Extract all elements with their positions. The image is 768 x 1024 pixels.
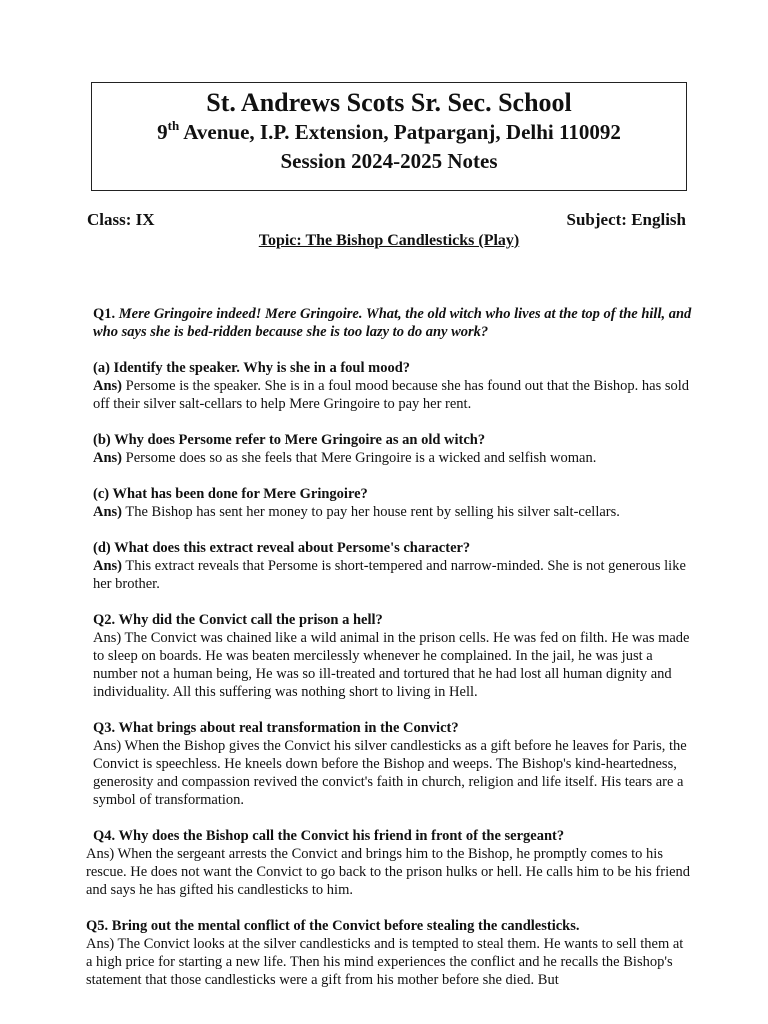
q1d-answer bbox=[93, 557, 693, 593]
class-label: Class: IX bbox=[87, 210, 155, 229]
q3-answer: Ans) When the Bishop gives the Convict his silver candlesticks as a gift before he leaves for Paris, the Convict is speechless. He kneels down before the Bishop and weeps. The Bishop's kind-heartedness, generosity and compassion revived the convict's faith in church, religion and life itself. His tears are a symbol of transformation. bbox=[93, 738, 687, 808]
q2-question: Q2. Why did the Convict call the prison a hell? bbox=[93, 612, 383, 628]
q1a-answer bbox=[93, 377, 693, 413]
topic-heading: Topic: The Bishop Candlesticks (Play) bbox=[258, 232, 520, 249]
q1d-ans-label: Ans) bbox=[93, 558, 123, 574]
q1-extract-text: Mere Gringoire indeed! Mere Gringoire. What, the old witch who lives at the top of the hill, and who says she is bed-ridden because she is too lazy to do any work? bbox=[93, 306, 692, 340]
school-address bbox=[92, 120, 686, 144]
address-superscript: th bbox=[167, 118, 180, 133]
school-header-box bbox=[91, 82, 687, 191]
q1b-answer-text: Persome does so as she feels that Mere Gringoire is a wicked and selfish woman. bbox=[122, 450, 597, 466]
q1-number: Q1. bbox=[93, 306, 116, 322]
q1b-ans-label: Ans) bbox=[93, 450, 123, 466]
q1a-answer-text: Persome is the speaker. She is in a foul mood because she has found out that the Bishop. has sold off their silver salt-cellars to help Mere Gringoire to pay her rent. bbox=[93, 378, 690, 412]
school-name: St. Andrews Scots Sr. Sec. School bbox=[206, 88, 572, 117]
address-prefix: 9 bbox=[157, 120, 168, 144]
q5-answer: Ans) The Convict looks at the silver candlesticks and is tempted to steal them. He wants to sell them at a high price for starting a new life. Then his mind experiences the conflict and he recalls the Bishop's statement that those candlesticks were a gift from his mother before she died. But bbox=[86, 936, 684, 988]
address-rest: Avenue, I.P. Extension, Patparganj, Delhi 110092 bbox=[179, 120, 621, 144]
q1d-answer-text: This extract reveals that Persome is short-tempered and narrow-minded. She is not generous like her brother. bbox=[93, 558, 686, 592]
q1b-answer bbox=[93, 449, 693, 467]
q3-question: Q3. What brings about real transformation in the Convict? bbox=[93, 720, 459, 736]
q1d-question: (d) What does this extract reveal about Persome's character? bbox=[93, 540, 471, 556]
q1c-answer-text: The Bishop has sent her money to pay her house rent by selling his silver salt-cellars. bbox=[122, 504, 620, 520]
q2-answer: Ans) The Convict was chained like a wild animal in the prison cells. He was fed on filth. He was made to sleep on boards. He was beaten mercilessly whenever he complained. In the jail, he was just a number not a human being, He was so ill-treated and tortured that he had lost all human dignity and individuality. All this suffering was nothing short to living in Hell. bbox=[93, 630, 690, 700]
q4-answer: Ans) When the sergeant arrests the Convict and brings him to the Bishop, he promptly comes to his rescue. He does not want the Convict to go back to the prison hulks or hell. He calls him to be his friend and says he has gifted his candlesticks to him. bbox=[86, 846, 691, 898]
q5-question: Q5. Bring out the mental conflict of the Convict before stealing the candlesticks. bbox=[86, 918, 580, 934]
subject-label: Subject: English bbox=[566, 210, 686, 229]
q1a-ans-label: Ans) bbox=[93, 378, 123, 394]
q1b-question: (b) Why does Persome refer to Mere Gringoire as an old witch? bbox=[93, 432, 486, 448]
q1c-question: (c) What has been done for Mere Gringoire? bbox=[93, 486, 368, 502]
q1-extract bbox=[93, 305, 693, 341]
q1c-ans-label: Ans) bbox=[93, 504, 123, 520]
q1c-answer bbox=[93, 503, 693, 521]
q4-question: Q4. Why does the Bishop call the Convict his friend in front of the sergeant? bbox=[93, 828, 565, 844]
q1a-question: (a) Identify the speaker. Why is she in a foul mood? bbox=[93, 360, 411, 376]
session-title: Session 2024-2025 Notes bbox=[280, 149, 498, 173]
notes-body bbox=[86, 305, 693, 989]
